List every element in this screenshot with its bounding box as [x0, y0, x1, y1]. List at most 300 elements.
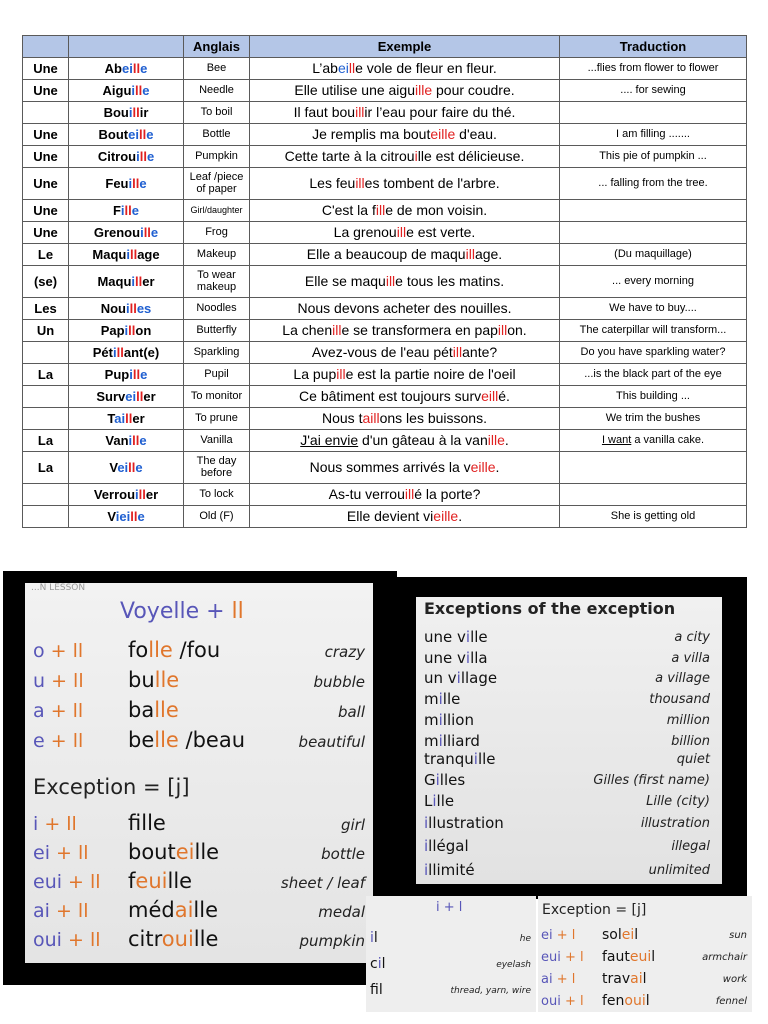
text-segment: ll — [129, 300, 137, 316]
table-row — [23, 222, 747, 244]
text-segment: i — [131, 273, 136, 289]
translation: a villa — [671, 651, 710, 666]
french-word — [128, 698, 179, 722]
french-word — [128, 898, 218, 922]
word-cell — [69, 320, 184, 342]
translation-cell — [560, 124, 747, 146]
french-word — [370, 956, 385, 972]
text-segment: i — [128, 104, 133, 120]
text-segment: ll — [124, 202, 132, 218]
text-segment: ant(e) — [123, 344, 160, 360]
pattern — [33, 929, 101, 951]
text-segment: This building ... — [616, 389, 690, 402]
text-segment: i — [112, 344, 117, 360]
text-segment: f — [128, 869, 136, 893]
word-cell — [69, 342, 184, 364]
text-segment: i — [438, 732, 443, 750]
text-segment: ... falling from the tree. — [598, 176, 708, 189]
text-segment: Elle devient vi — [346, 508, 434, 525]
article-cell: Une — [23, 124, 69, 146]
panel3-row — [366, 930, 536, 952]
text-segment: Cette tarte à la citrou — [284, 148, 415, 165]
text-segment: Verrou — [93, 486, 136, 502]
text-segment: i — [120, 202, 125, 218]
text-segment: + ll — [61, 929, 101, 951]
text-segment: trav — [602, 971, 631, 987]
text-segment: V — [107, 508, 116, 524]
translation: billion — [671, 734, 710, 749]
french-word — [128, 869, 192, 893]
text-segment: + l — [560, 950, 584, 965]
french-word — [128, 668, 179, 692]
text-segment: age — [137, 246, 160, 262]
panel3-row — [366, 982, 536, 1004]
panel1-exception-row — [25, 927, 373, 957]
text-segment: m — [424, 732, 439, 750]
english-cell: Butterfly — [184, 320, 250, 342]
panel1-row — [25, 638, 373, 668]
text-segment: lle — [154, 698, 179, 722]
text-segment: f — [370, 982, 379, 998]
panel4-row — [538, 926, 752, 948]
example-cell — [250, 342, 560, 364]
text-segment: Ab — [104, 60, 123, 76]
english-cell: Bee — [184, 58, 250, 80]
panel1-title — [120, 599, 244, 624]
text-segment: La grenou — [333, 224, 397, 241]
translation: crazy — [324, 643, 365, 661]
english-cell: Makeup — [184, 244, 250, 266]
text-segment: i — [438, 711, 443, 729]
translation-cell — [560, 80, 747, 102]
text-segment: i — [438, 690, 443, 708]
text-segment: eui — [135, 869, 168, 893]
text-segment: ll — [135, 82, 143, 98]
panel1-exception-row — [25, 811, 373, 841]
text-segment: ll — [138, 126, 147, 142]
english-cell: To monitor — [184, 386, 250, 408]
example-cell — [250, 452, 560, 484]
text-segment: lle — [477, 750, 496, 768]
text-segment: ille — [415, 82, 433, 99]
text-segment: on — [135, 322, 152, 338]
panel1-top-fragment: ...N LESSON — [31, 583, 86, 593]
translation-cell — [560, 222, 747, 244]
text-segment: eui — [541, 950, 561, 965]
word-cell — [69, 222, 184, 244]
pattern — [33, 900, 88, 922]
panel1-exception-label: Exception = [j] — [33, 775, 190, 799]
translation-cell — [560, 266, 747, 298]
panel1-exception-row — [25, 898, 373, 928]
translation-cell — [560, 168, 747, 200]
panel-i-l — [366, 896, 536, 1012]
text-segment: L — [424, 792, 433, 810]
pattern — [541, 994, 584, 1009]
french-word — [424, 750, 496, 768]
text-segment: J'ai envie — [300, 432, 359, 449]
text-segment: ...flies from flower to flower — [587, 61, 719, 74]
example-cell — [250, 102, 560, 124]
text-segment: Elle se maqu — [304, 273, 386, 290]
text-segment: V — [109, 459, 118, 475]
example-cell — [250, 506, 560, 528]
text-segment: This pie of pumpkin ... — [599, 149, 707, 162]
text-segment: e est verte. — [406, 224, 476, 241]
text-segment: . — [458, 508, 463, 525]
text-segment: G — [424, 771, 436, 789]
translation: ball — [337, 703, 365, 721]
word-cell — [69, 146, 184, 168]
text-segment: une v — [424, 649, 466, 667]
text-segment: We trim the bushes — [605, 411, 701, 424]
text-segment: eille — [433, 508, 459, 525]
example-cell — [250, 244, 560, 266]
text-segment: Elle a beaucoup de maqu — [306, 246, 466, 263]
article-cell — [23, 506, 69, 528]
text-segment: un v — [424, 669, 457, 687]
text-segment: ll — [135, 273, 143, 289]
text-segment: I am filling ....... — [616, 127, 690, 140]
text-segment: ai — [541, 972, 553, 987]
text-segment: ei — [621, 927, 635, 943]
text-segment: c — [370, 956, 378, 972]
english-cell: To boil — [184, 102, 250, 124]
translation: bubble — [313, 673, 365, 691]
text-segment: + — [44, 730, 73, 752]
text-segment: e de mon voisin. — [385, 202, 488, 219]
text-segment: i — [424, 837, 429, 855]
text-segment: lles — [439, 771, 466, 789]
text-segment: lle — [470, 628, 488, 646]
text-segment: d'eau. — [455, 126, 497, 143]
text-segment: m — [424, 711, 439, 729]
panel4-row — [538, 970, 752, 992]
text-segment: ill — [336, 366, 346, 383]
text-segment: llage — [460, 669, 498, 687]
english-cell: To lock — [184, 484, 250, 506]
english-cell: To prune — [184, 408, 250, 430]
article-cell — [23, 484, 69, 506]
text-segment: La pup — [293, 366, 337, 383]
text-segment: . — [495, 459, 500, 476]
translation: a city — [674, 630, 710, 645]
text-segment: ai — [174, 898, 194, 922]
text-segment: We have to buy.... — [609, 301, 697, 314]
translation: illegal — [671, 839, 710, 854]
word-cell — [69, 124, 184, 146]
text-segment: er — [132, 410, 145, 426]
translation-cell — [560, 484, 747, 506]
text-segment: ei — [125, 388, 137, 404]
text-segment: i — [435, 771, 440, 789]
text-segment: oui — [161, 927, 194, 951]
translation: girl — [340, 816, 365, 834]
table-row — [23, 266, 747, 298]
text-segment: ai — [630, 971, 643, 987]
translation: he — [519, 934, 531, 944]
pattern — [541, 950, 584, 965]
translation: pumpkin — [299, 932, 365, 950]
english-cell: Pumpkin — [184, 146, 250, 168]
word-cell — [69, 484, 184, 506]
panel2-row — [416, 750, 722, 772]
english-cell: Old (F) — [184, 506, 250, 528]
text-segment: eui — [33, 871, 63, 893]
text-segment: e — [131, 202, 140, 218]
text-segment: es tombent de l'arbre. — [364, 175, 500, 192]
translation-cell — [560, 408, 747, 430]
example-cell — [250, 266, 560, 298]
text-segment: ll — [139, 148, 147, 164]
table-row — [23, 80, 747, 102]
article-cell: (se) — [23, 266, 69, 298]
french-word — [424, 814, 504, 832]
text-segment: ill — [396, 224, 407, 241]
panel2-row — [416, 649, 722, 671]
text-segment: m — [424, 690, 439, 708]
table-row — [23, 408, 747, 430]
french-word — [424, 861, 475, 879]
example-cell — [250, 408, 560, 430]
text-segment: ill — [355, 104, 365, 121]
text-segment: Maqu — [97, 273, 132, 289]
word-cell — [69, 266, 184, 298]
french-word — [424, 628, 488, 646]
text-segment: ll — [72, 700, 84, 722]
text-segment: i — [465, 628, 471, 646]
text-segment: e — [146, 148, 155, 164]
text-segment: ll — [128, 459, 136, 475]
text-segment: Do you have sparkling water? — [580, 345, 726, 358]
text-segment: ll — [143, 224, 151, 240]
text-segment: e — [139, 175, 147, 191]
text-segment: Maqu — [92, 246, 127, 262]
text-segment: ei — [117, 459, 129, 475]
text-segment: i — [424, 814, 429, 832]
text-segment: i — [456, 669, 461, 687]
text-segment: lle — [436, 792, 455, 810]
text-segment: i — [125, 300, 130, 316]
text-segment: a vanilla cake. — [631, 433, 705, 446]
text-segment: Grenou — [93, 224, 141, 240]
panel1-title-text: Voyelle + — [120, 599, 232, 624]
panel2-title: Exceptions of the exception — [424, 599, 676, 618]
text-segment: Avez-vous de l'eau pét — [311, 344, 453, 361]
text-segment: /beau — [178, 728, 246, 752]
text-segment: i — [473, 750, 478, 768]
text-segment: e tous les matins. — [395, 273, 505, 290]
table-row — [23, 320, 747, 342]
text-segment: ll — [130, 508, 138, 524]
word-cell — [69, 430, 184, 452]
header-article — [23, 36, 69, 58]
translation: a village — [655, 671, 710, 686]
text-segment: ill — [385, 273, 396, 290]
panel1-exception-row — [25, 869, 373, 899]
pattern — [33, 842, 89, 864]
word-cell — [69, 408, 184, 430]
text-segment: ei — [128, 126, 139, 142]
text-segment: L’ab — [312, 60, 338, 77]
panel3-row — [366, 956, 536, 978]
text-segment: faut — [602, 949, 630, 965]
panel2-row — [416, 628, 722, 650]
translation: quiet — [676, 752, 710, 767]
translation-cell — [560, 342, 747, 364]
panel2-row — [416, 792, 722, 814]
panel4-title: Exception = [j] — [542, 902, 647, 918]
french-word — [128, 638, 220, 662]
panel3-head: i + l — [436, 900, 463, 915]
text-segment: l — [642, 971, 647, 987]
text-segment: ba — [128, 698, 155, 722]
text-segment: ll — [138, 486, 146, 502]
text-segment: She is getting old — [610, 509, 696, 522]
text-segment: T — [107, 410, 115, 426]
translation: armchair — [702, 952, 747, 963]
text-segment: Aigu — [102, 82, 132, 98]
table-row — [23, 168, 747, 200]
text-segment: + l — [552, 928, 576, 943]
article-cell — [23, 408, 69, 430]
text-segment: ll — [128, 322, 136, 338]
english-cell: To wear makeup — [184, 266, 250, 298]
panel2-row — [416, 669, 722, 691]
text-segment: on. — [507, 322, 527, 339]
text-segment: ll — [348, 60, 356, 77]
english-cell: Needle — [184, 80, 250, 102]
text-segment: fen — [602, 993, 625, 1009]
text-segment: é. — [498, 388, 510, 405]
translation-cell — [560, 430, 747, 452]
text-segment: ei — [122, 60, 133, 76]
article-cell: La — [23, 364, 69, 386]
text-segment: + ll — [49, 900, 89, 922]
text-segment: oui — [541, 994, 561, 1009]
text-segment: sol — [602, 927, 622, 943]
text-segment: pour coudre. — [432, 82, 515, 99]
text-segment: llégal — [428, 837, 469, 855]
text-segment: ll — [129, 246, 138, 262]
english-cell: Girl/daughter — [184, 200, 250, 222]
table-row — [23, 102, 747, 124]
translation-cell — [560, 506, 747, 528]
pattern — [33, 700, 83, 722]
french-word — [602, 927, 638, 943]
pattern — [33, 670, 84, 692]
text-segment: lle — [154, 728, 179, 752]
translation: sun — [729, 930, 747, 941]
text-segment: be — [128, 728, 155, 752]
text-segment: . — [504, 432, 509, 449]
french-word — [128, 811, 166, 835]
text-segment: i — [135, 486, 139, 502]
word-cell — [69, 364, 184, 386]
text-segment: e — [137, 508, 145, 524]
text-segment: fo — [128, 638, 149, 662]
text-segment: + — [44, 640, 73, 662]
text-segment: F — [112, 202, 121, 218]
english-cell: The day before — [184, 452, 250, 484]
text-segment: eille — [430, 126, 456, 143]
example-cell — [250, 386, 560, 408]
text-segment: ante? — [462, 344, 498, 361]
panel1-exception-row — [25, 840, 373, 870]
text-segment: lle — [442, 690, 461, 708]
text-segment: Van — [105, 432, 129, 448]
example-cell — [250, 430, 560, 452]
text-segment: méd — [128, 898, 175, 922]
text-segment: Bout — [98, 126, 129, 142]
text-segment: lle — [154, 668, 180, 692]
word-cell — [69, 102, 184, 124]
text-segment: e se transformera en pap — [341, 322, 498, 339]
text-segment: e — [146, 126, 154, 142]
text-segment: i — [414, 148, 418, 165]
translation-cell — [560, 452, 747, 484]
table-row — [23, 244, 747, 266]
text-segment: (Du maquillage) — [614, 247, 692, 260]
text-segment: C'est la f — [321, 202, 376, 219]
text-segment: ll — [132, 60, 141, 76]
example-cell — [250, 200, 560, 222]
french-word — [370, 930, 378, 946]
text-segment: ir — [139, 104, 149, 120]
french-word — [424, 669, 497, 687]
text-segment: l — [381, 956, 386, 972]
article-cell: Le — [23, 244, 69, 266]
text-segment: d'un gâteau à la van — [358, 432, 488, 449]
text-segment: .... for sewing — [620, 83, 686, 96]
article-cell: Une — [23, 80, 69, 102]
text-segment: i — [432, 792, 437, 810]
text-segment: + ll — [62, 871, 101, 893]
french-word — [128, 728, 245, 752]
table-row — [23, 484, 747, 506]
text-segment: I want — [601, 433, 632, 446]
word-cell — [69, 386, 184, 408]
panel1-title-ll: ll — [231, 599, 244, 624]
example-cell — [250, 58, 560, 80]
panel2-row — [416, 837, 722, 859]
text-segment: er — [143, 388, 156, 404]
article-cell: Une — [23, 222, 69, 244]
text-segment: + l — [560, 994, 584, 1009]
text-segment: Les feu — [309, 175, 356, 192]
article-cell: Les — [23, 298, 69, 320]
translation-cell — [560, 386, 747, 408]
example-cell — [250, 364, 560, 386]
french-word — [424, 771, 465, 789]
text-segment: ll — [132, 175, 140, 191]
vocabulary-table — [22, 35, 747, 528]
example-cell — [250, 320, 560, 342]
article-cell: Une — [23, 200, 69, 222]
pattern — [33, 871, 101, 893]
panel4-row — [538, 948, 752, 970]
text-segment: e — [140, 60, 148, 76]
french-word — [602, 949, 655, 965]
text-segment: ill — [452, 344, 463, 361]
text-segment: f — [128, 811, 142, 835]
text-segment: Surv — [96, 388, 126, 404]
text-segment: As-tu verrou — [328, 486, 405, 503]
translation: work — [722, 974, 747, 985]
panel-exception-l — [538, 896, 752, 1012]
text-segment: i — [140, 224, 144, 240]
text-segment: Citrou — [97, 148, 137, 164]
